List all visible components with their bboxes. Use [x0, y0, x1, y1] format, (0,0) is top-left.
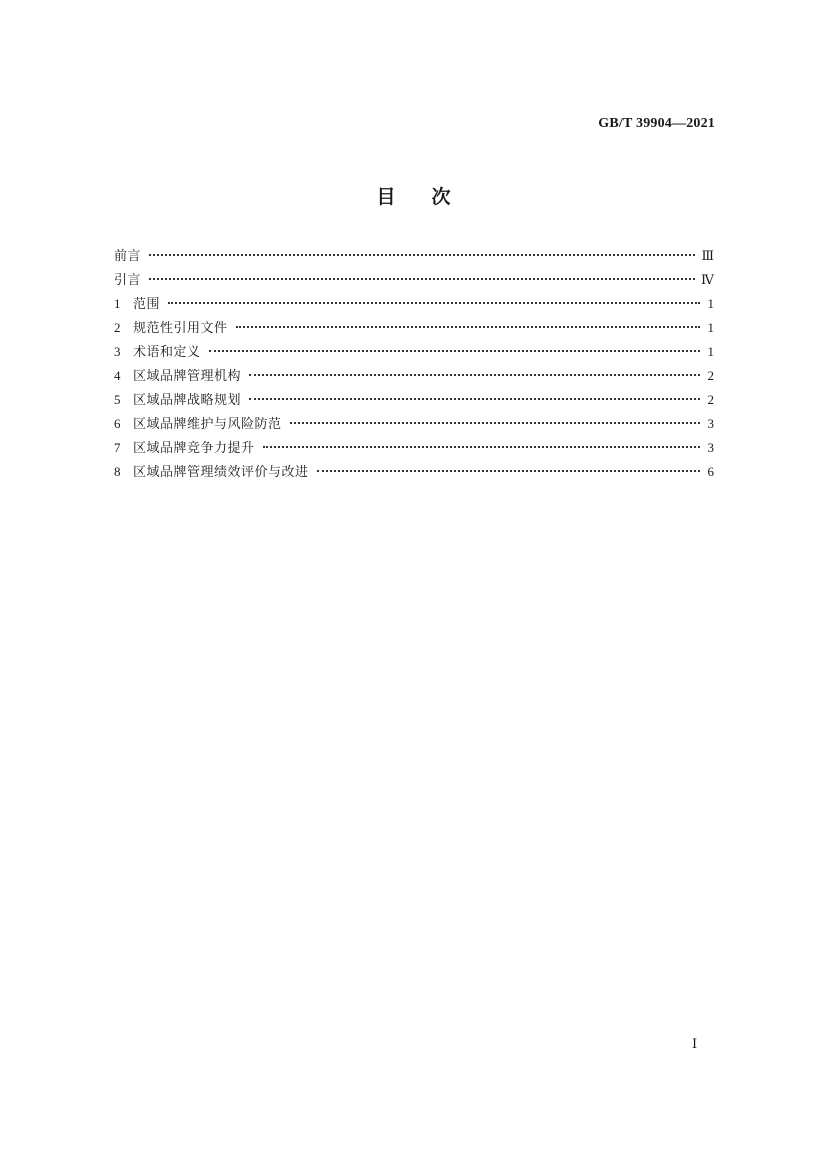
page-title	[0, 182, 827, 209]
toc-entry-label: 区域品牌战略规划	[133, 393, 242, 408]
toc-entry-foreword[interactable]	[114, 244, 714, 268]
toc-leader-dots	[168, 302, 700, 304]
toc-entry-page: 1	[707, 296, 714, 311]
toc-entry-label: 区域品牌维护与风险防范	[133, 417, 282, 432]
toc-entry-label: 区域品牌管理绩效评价与改进	[133, 465, 309, 480]
toc-leader-dots	[149, 278, 695, 280]
toc-entry-number: 1	[114, 296, 121, 311]
toc-entry-page: 1	[707, 320, 714, 335]
toc-entry-number: 5	[114, 392, 121, 407]
standard-code: GB/T 39904—2021	[598, 116, 715, 131]
toc-leader-dots	[249, 374, 700, 376]
toc-entry-2[interactable]	[114, 316, 714, 340]
toc-entry-label: 规范性引用文件	[133, 321, 228, 336]
toc-entry-page: 3	[707, 416, 714, 431]
toc-leader-dots	[209, 350, 700, 352]
toc-entry-label: 区域品牌竞争力提升	[133, 441, 255, 456]
toc-leader-dots	[236, 326, 700, 328]
toc-entry-label: 引言	[114, 273, 142, 288]
title-char-1: 目	[376, 186, 396, 208]
toc-entry-page: Ⅳ	[701, 272, 714, 287]
toc-entry-page: 1	[707, 344, 714, 359]
title-char-2: 次	[431, 186, 451, 208]
toc-entry-page: 2	[707, 392, 714, 407]
toc-entry-label: 前言	[114, 249, 142, 264]
toc-entry-1[interactable]	[114, 292, 714, 316]
toc-entry-5[interactable]	[114, 388, 714, 412]
toc-entry-label: 范围	[133, 297, 161, 312]
toc-entry-4[interactable]	[114, 364, 714, 388]
toc-leader-dots	[290, 422, 700, 424]
toc-entry-page: 2	[707, 368, 714, 383]
toc-leader-dots	[149, 254, 695, 256]
toc-leader-dots	[317, 470, 700, 472]
toc-leader-dots	[249, 398, 700, 400]
toc-entry-number: 4	[114, 368, 121, 383]
toc-entry-label: 术语和定义	[133, 345, 201, 360]
toc-entry-label: 区域品牌管理机构	[133, 369, 242, 384]
toc-entry-7[interactable]	[114, 436, 714, 460]
table-of-contents	[114, 244, 714, 484]
toc-entry-8[interactable]	[114, 460, 714, 484]
toc-entry-3[interactable]	[114, 340, 714, 364]
page-number: Ⅰ	[692, 1036, 698, 1051]
toc-entry-number: 8	[114, 464, 121, 479]
toc-entry-number: 7	[114, 440, 121, 455]
toc-entry-page: 6	[707, 464, 714, 479]
toc-entry-number: 6	[114, 416, 121, 431]
toc-entry-6[interactable]	[114, 412, 714, 436]
toc-entry-number: 3	[114, 344, 121, 359]
toc-entry-number: 2	[114, 320, 121, 335]
toc-entry-page: Ⅲ	[701, 248, 714, 263]
toc-leader-dots	[263, 446, 700, 448]
toc-entry-introduction[interactable]	[114, 268, 714, 292]
toc-entry-page: 3	[707, 440, 714, 455]
